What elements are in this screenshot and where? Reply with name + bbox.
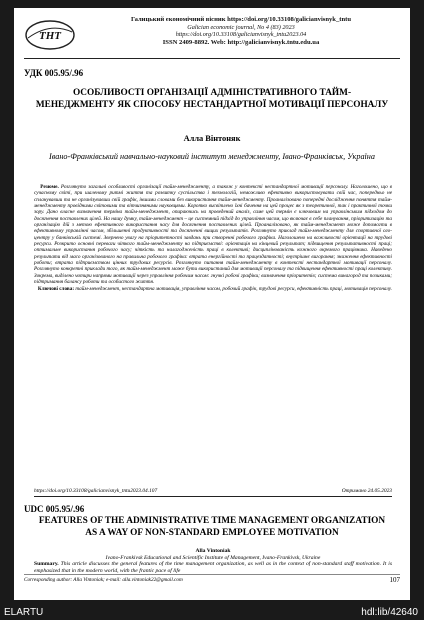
received-date: Отримано 24.05.2023 xyxy=(341,488,392,494)
journal-title-en: Galician economic journal, No 4 (83) 2023 xyxy=(187,23,295,31)
article-doi-link[interactable]: https://doi.org/10.33108/galicianvisnyk_tntu2023.04.107 xyxy=(34,488,158,494)
keywords-label: Ключові слова: xyxy=(37,285,75,292)
en-front-matter xyxy=(34,548,392,574)
summary-en xyxy=(34,561,392,574)
handle-id: hdl:lib/42640 xyxy=(361,607,418,618)
page-number: 107 xyxy=(389,576,400,584)
summary-label: Summary. xyxy=(34,561,61,568)
article-page xyxy=(14,8,410,600)
header-text xyxy=(82,16,400,46)
abstract-text: Розглянуто загальні особливості організації тайм-менеджменту, а також у контексті нестандартної мотивації персоналу. Наголошено, що в сучасному світі, при шаленому ритмі життя та розвитку суспільства і технологій, неможливо ефективно використовувати свій час, попередньо не спланувавши та не організувавши свій графік, іншими словами без використання тайм-менеджменту. Проаналізовано попередні дослідження поняття тайм-менеджменту провідними світовими та вітчизняними науковцями. Коротко висвітлено їхні бачення на цей процес як з теоретичної, так і практичної точки зору. Дано власне визначення терміна тайм-менеджмент, опираючись на проведений аналіз, саме цей термін є ключовим на управлінським підходом до досягнення поставлених цілей. На нашу думку, тайм-менеджмент – це системний підхід до управління часом, що включає в себе планування, пріоритизацію та організацію дій з метою ефективного використання часу для досягнення поставлених цілей. Проаналізовано, як тайм-менеджмент може допомогти в ефективному управлінні часом, збільшенні продуктивності та досягненні вищих результатів. Розглянуто приклад тайм-менеджменту для спортивної ого-центру у банківській системі. Звернено увагу на пріоритетності завдань при створенні робочого графіка. Наголошено на важливості орієнтації на трудові ресурси. Розкрито основні переваги чіткого тайм-менеджменту на підприємстві: орієнтація на кінцевий результат; підвищення результативності праці; оптимальне використання робочого часу; чіткість та налагодженість праці в колективі; дисциплінованість кожного окремого працівника. Наведено результати від масо організованого на правильна робочого графіка: втрата енергійності та працездатності; внутрішнє вигорання; зниження ефективності роботи; втрата підприємством цінних трудових ресурсів. Розглянуто питання тайм-менеджменту в контексті нестандартної мотивації персоналу. Розглянуто конкретні приклади того, як тайм-менеджмент може бути використаний для мотивації персоналу та підвищення ефективності праці колективу. Зокрема, виділено чотири напрями мотивації через управління робочим часом: гнучкі робочі графіки; визначення пріоритетів; система винагород та позиками; підтримання балансу роботи та особистого життя. xyxy=(34,184,392,286)
logo-text: ТНТ xyxy=(39,30,61,42)
journal-title-ua: Галицький економічний вісник https://doi.org/10.33108/galicianvisnyk_tntu xyxy=(131,16,351,23)
udc-ua: УДК 005.95/.96 xyxy=(24,68,84,78)
issue-doi-link[interactable]: https://doi.org/10.33108/galicianvisnyk_tntu2023.04 xyxy=(175,31,307,39)
article-title-en: FEATURES OF THE ADMINISTRATIVE TIME MANAGEMENT ORGANIZATION AS A WAY OF NON-STANDARD EMPLOYEE MOTIVATION xyxy=(38,516,386,538)
repository-name: ELARTU xyxy=(4,607,44,618)
keywords-text: тайм-менеджмент, нестандартна мотивація, управління часом, робочий графік, трудові ресурси, ефективність праці, мотивація персоналу. xyxy=(75,285,392,292)
abstract-ua xyxy=(34,184,392,292)
page-footer xyxy=(24,574,400,583)
issn-web: ISSN 2409-8892. Web: http://galicianvisnyk.tntu.edu.ua xyxy=(162,38,320,46)
summary-text: This article discusses the general features of the time management organization, as well as in the context of non-standard staff motivation. It is emphasized that in the modern world, with the frantic pace of life xyxy=(34,561,393,574)
doi-row xyxy=(34,488,392,497)
affiliation-ua: Івано-Франківський навчально-науковий інститут менеджменту, Івано-Франківськ, Україна xyxy=(49,152,375,161)
udc-en: UDC 005.95/.96 xyxy=(24,504,85,514)
author-en: Alla Vintoniak xyxy=(195,548,231,554)
affiliation-en: Ivano-Frankivsk Educational and Scientific Institute of Management, Ivano-Frankivsk, Ukraine xyxy=(105,554,321,561)
abstract-label: Резюме. xyxy=(40,184,59,190)
journal-logo xyxy=(24,18,76,52)
corresponding-author: Corresponding author: Alla Vintoniak; e-mail: alla.vintoniak22@gmail.com xyxy=(24,577,183,583)
author-ua: Алла Вінтоняк xyxy=(183,134,241,143)
article-title-ua: ОСОБЛИВОСТІ ОРГАНІЗАЦІЇ АДМІНІСТРАТИВНОГО ТАЙМ-МЕНЕДЖМЕНТУ ЯК СПОСОБУ НЕСТАНДАРТНОЇ МОТИВАЦІЇ ПЕРСОНАЛУ xyxy=(35,88,389,110)
journal-header xyxy=(24,14,400,59)
